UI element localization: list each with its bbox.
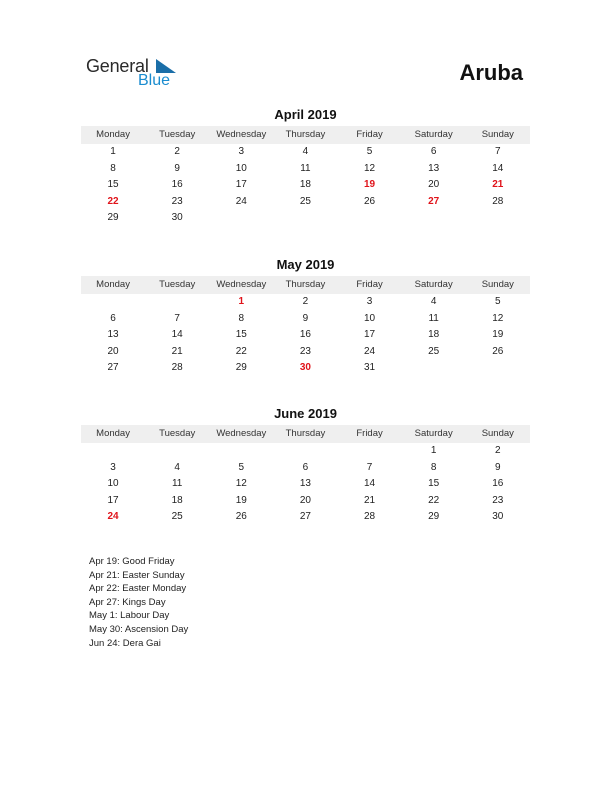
holiday-entry: May 30: Ascension Day [89,623,189,635]
day-cell [338,210,402,227]
day-cell: 21 [364,494,376,506]
week-row [81,476,530,493]
weekday-label: Wednesday [216,279,267,290]
day-cell: 9 [302,312,309,324]
day-cell: 23 [492,494,504,506]
day-cell [145,294,209,311]
day-cell: 6 [302,461,309,473]
day-cell: 26 [235,511,247,522]
weekday-label: Friday [356,129,383,140]
month-calendar [81,106,530,227]
day-cell: 2 [302,296,309,307]
weekday-label: Saturday [414,129,453,140]
holiday-day-cell: 27 [428,195,440,207]
week-row [81,294,530,311]
weekday-label: Thursday [285,129,326,140]
week-row [81,161,530,178]
week-row [81,493,530,510]
day-cell: 11 [171,478,183,489]
day-cell: 17 [107,494,119,506]
day-cell: 14 [364,478,376,489]
logo-flag-icon [156,59,176,73]
day-cell: 8 [238,312,245,324]
day-cell: 20 [299,494,311,506]
day-cell: 27 [299,511,311,522]
day-cell: 26 [492,345,504,357]
logo-text-blue: Blue [138,72,171,89]
day-cell: 20 [428,179,440,190]
day-cell: 3 [238,146,245,157]
day-cell [145,443,209,460]
day-cell: 24 [235,195,247,207]
day-cell: 10 [107,478,119,489]
month-calendar [81,256,530,377]
day-cell: 14 [492,162,504,174]
weekday-label: Wednesday [216,428,267,439]
day-cell: 4 [302,146,309,157]
weekday-label: Sunday [481,129,514,140]
day-cell: 31 [364,362,376,373]
day-cell: 29 [107,212,119,223]
day-cell: 25 [428,345,440,357]
day-cell: 16 [299,329,311,340]
day-cell: 4 [430,296,437,307]
weekday-label: Tuesday [159,428,196,439]
day-cell: 21 [171,345,183,357]
day-cell: 5 [366,146,373,157]
holiday-entry: Apr 21: Easter Sunday [89,569,185,581]
day-cell: 6 [430,146,437,157]
day-cell: 7 [174,312,180,324]
weekday-label: Monday [96,279,130,290]
day-cell [81,443,145,460]
week-row [81,311,530,328]
day-cell: 6 [110,312,116,324]
day-cell: 12 [364,162,376,174]
weekday-label: Saturday [414,428,453,439]
week-row [81,360,530,377]
day-cell: 15 [428,478,440,489]
day-cell: 3 [110,461,116,473]
day-cell: 17 [364,329,376,340]
week-row [81,460,530,477]
holiday-day-cell: 19 [364,179,376,190]
weekday-label: Tuesday [159,279,196,290]
day-cell: 18 [171,494,183,506]
day-cell: 2 [174,146,180,157]
month-calendar [81,405,530,526]
day-cell: 29 [235,362,247,373]
day-cell [209,210,273,227]
day-cell: 5 [238,461,245,473]
day-cell: 16 [492,478,504,489]
week-row [81,177,530,194]
day-cell: 7 [366,461,373,473]
holiday-day-cell: 1 [238,296,245,307]
day-cell: 30 [171,212,183,223]
day-cell: 11 [300,162,311,174]
day-cell: 29 [428,511,440,522]
day-cell: 9 [495,461,501,473]
day-cell: 15 [235,329,247,340]
holiday-day-cell: 30 [299,362,311,373]
week-row [81,509,530,526]
week-row [81,443,530,460]
month-title: May 2019 [276,257,335,272]
weekday-label: Sunday [481,428,514,439]
day-cell: 10 [235,162,247,174]
weekday-label: Friday [356,279,383,290]
holiday-day-cell: 24 [107,511,119,522]
day-cell [273,443,337,460]
day-cell: 25 [299,195,311,207]
month-title: June 2019 [274,406,337,421]
weekday-header [81,126,530,144]
day-cell: 11 [428,312,439,324]
generalblue-logo [86,56,186,92]
day-cell: 8 [430,461,437,473]
day-cell: 17 [235,179,247,190]
weekday-header [81,425,530,443]
day-cell: 22 [428,494,440,506]
day-cell: 8 [110,162,116,174]
weekday-label: Sunday [481,279,514,290]
week-row [81,194,530,211]
day-cell: 27 [107,362,119,373]
month-title: April 2019 [274,107,337,122]
weekday-label: Saturday [414,279,453,290]
day-cell: 28 [492,195,504,207]
weekday-label: Friday [356,428,383,439]
day-cell: 19 [235,494,247,506]
weekday-header [81,276,530,294]
day-cell [402,360,466,377]
day-cell [466,210,530,227]
week-row [81,327,530,344]
day-cell: 26 [364,195,376,207]
day-cell: 13 [299,478,311,489]
day-cell: 19 [492,329,504,340]
day-cell: 15 [107,179,119,190]
day-cell: 4 [174,461,180,473]
holiday-entry: Jun 24: Dera Gai [89,637,161,649]
country-title: Aruba [459,60,523,85]
day-cell: 25 [171,511,183,522]
day-cell: 9 [174,162,180,174]
day-cell: 14 [171,329,183,340]
weekday-label: Monday [96,428,130,439]
day-cell [81,294,145,311]
day-cell: 12 [235,478,247,489]
day-cell: 24 [364,345,376,357]
day-cell: 3 [366,296,373,307]
day-cell: 23 [171,195,183,207]
day-cell [273,210,337,227]
week-row [81,210,530,227]
weekday-label: Thursday [285,428,326,439]
day-cell: 30 [492,511,504,522]
day-cell: 18 [428,329,440,340]
week-row [81,144,530,161]
holiday-entry: Apr 19: Good Friday [89,556,175,567]
week-row [81,344,530,361]
holiday-entry: Apr 27: Kings Day [89,596,166,608]
day-cell: 23 [299,345,311,357]
holiday-list [89,555,188,650]
day-cell [402,210,466,227]
day-cell: 10 [364,312,376,324]
day-cell [209,443,273,460]
day-cell: 13 [107,329,119,340]
holiday-entry: Apr 22: Easter Monday [89,583,187,595]
day-cell: 5 [495,296,501,307]
day-cell [466,360,530,377]
day-cell: 1 [110,146,116,157]
day-cell: 28 [364,511,376,522]
holiday-entry: May 1: Labour Day [89,610,170,622]
day-cell: 22 [235,345,247,357]
day-cell: 16 [171,179,183,190]
holiday-day-cell: 21 [492,179,504,190]
day-cell: 13 [428,162,440,174]
weekday-label: Thursday [285,279,326,290]
weekday-label: Tuesday [159,129,196,140]
logo-text-general: General [86,56,149,76]
day-cell: 12 [492,312,504,324]
day-cell: 28 [171,362,183,373]
day-cell [338,443,402,460]
day-cell: 18 [299,179,311,190]
day-cell: 7 [495,146,501,157]
day-cell: 1 [430,445,437,456]
holiday-day-cell: 22 [107,195,119,207]
weekday-label: Wednesday [216,129,267,140]
weekday-label: Monday [96,129,130,140]
day-cell: 20 [107,345,119,357]
day-cell: 2 [495,445,501,456]
